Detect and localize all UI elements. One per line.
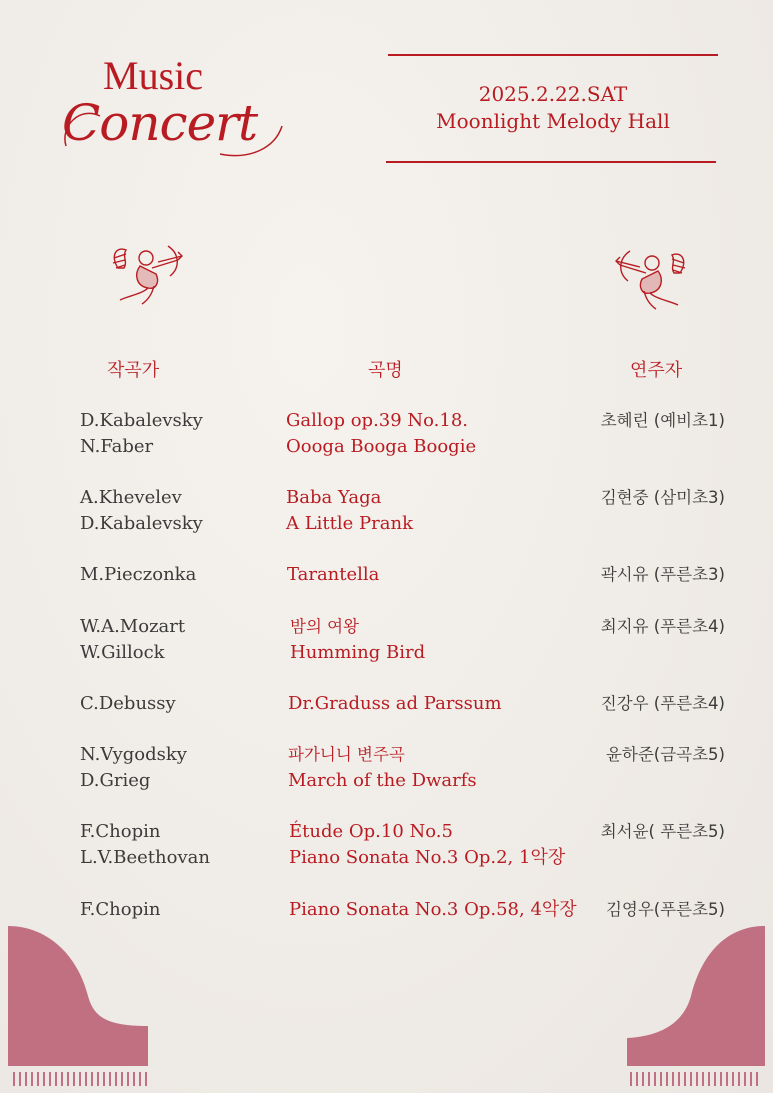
composer: W.A.Mozart bbox=[80, 616, 186, 637]
performer: 김영우(푸른초5) bbox=[605, 900, 725, 919]
title-music: Music bbox=[103, 53, 203, 98]
cupid-right-icon bbox=[614, 243, 690, 313]
composer: D.Kabalevsky bbox=[80, 513, 203, 534]
piece-title: Baba Yaga bbox=[286, 487, 382, 508]
header-bottom-rule bbox=[386, 161, 716, 163]
title-concert: Concert bbox=[62, 94, 258, 152]
piece-title: Étude Op.10 No.5 bbox=[289, 821, 453, 842]
composer: W.Gillock bbox=[80, 642, 165, 663]
event-venue: Moonlight Melody Hall bbox=[436, 109, 670, 133]
performer: 윤하준(금곡초5) bbox=[605, 745, 725, 764]
performer: 최지유 (푸른초4) bbox=[600, 617, 725, 636]
composer: L.V.Beethovan bbox=[80, 847, 210, 868]
piece-title: Piano Sonata No.3 Op.58, 4악장 bbox=[289, 899, 577, 920]
piece-title: A Little Prank bbox=[286, 513, 413, 534]
piece-title: Piano Sonata No.3 Op.2, 1악장 bbox=[289, 847, 566, 868]
performer: 김현중 (삼미초3) bbox=[600, 488, 725, 507]
composer: F.Chopin bbox=[80, 821, 161, 842]
cupid-left-icon bbox=[108, 238, 184, 308]
title-flourish bbox=[60, 96, 290, 166]
performer: 초혜린 (예비초1) bbox=[600, 411, 725, 430]
piece-title: Gallop op.39 No.18. bbox=[286, 410, 469, 431]
performer: 곽시유 (푸른초3) bbox=[600, 565, 725, 584]
event-date: 2025.2.22.SAT bbox=[478, 82, 628, 106]
piece-title: March of the Dwarfs bbox=[288, 770, 477, 791]
piece-title: 밤의 여왕 bbox=[290, 617, 360, 636]
piece-title: 파가니니 변주곡 bbox=[288, 745, 405, 764]
composer: C.Debussy bbox=[80, 693, 176, 714]
piece-title: Humming Bird bbox=[290, 642, 426, 663]
composer: A.Khevelev bbox=[80, 487, 182, 508]
composer: D.Grieg bbox=[80, 770, 151, 791]
composer: M.Pieczonka bbox=[80, 564, 197, 585]
performer: 최서윤( 푸른초5) bbox=[600, 822, 725, 841]
piece-title: Tarantella bbox=[287, 564, 380, 585]
piece-title: Oooga Booga Boogie bbox=[286, 436, 477, 457]
composer: N.Faber bbox=[80, 436, 154, 457]
grand-piano-left-icon bbox=[8, 926, 148, 1088]
header-top-rule bbox=[388, 54, 718, 56]
composer: F.Chopin bbox=[80, 899, 161, 920]
composer: N.Vygodsky bbox=[80, 744, 187, 765]
column-header-composer: 작곡가 bbox=[107, 360, 160, 381]
piece-title: Dr.Graduss ad Parssum bbox=[288, 693, 502, 714]
performer: 진강우 (푸른초4) bbox=[600, 694, 725, 713]
column-header-performer: 연주자 bbox=[630, 360, 683, 381]
composer: D.Kabalevsky bbox=[80, 410, 203, 431]
grand-piano-right-icon bbox=[627, 926, 765, 1088]
column-header-piece: 곡명 bbox=[368, 360, 403, 381]
